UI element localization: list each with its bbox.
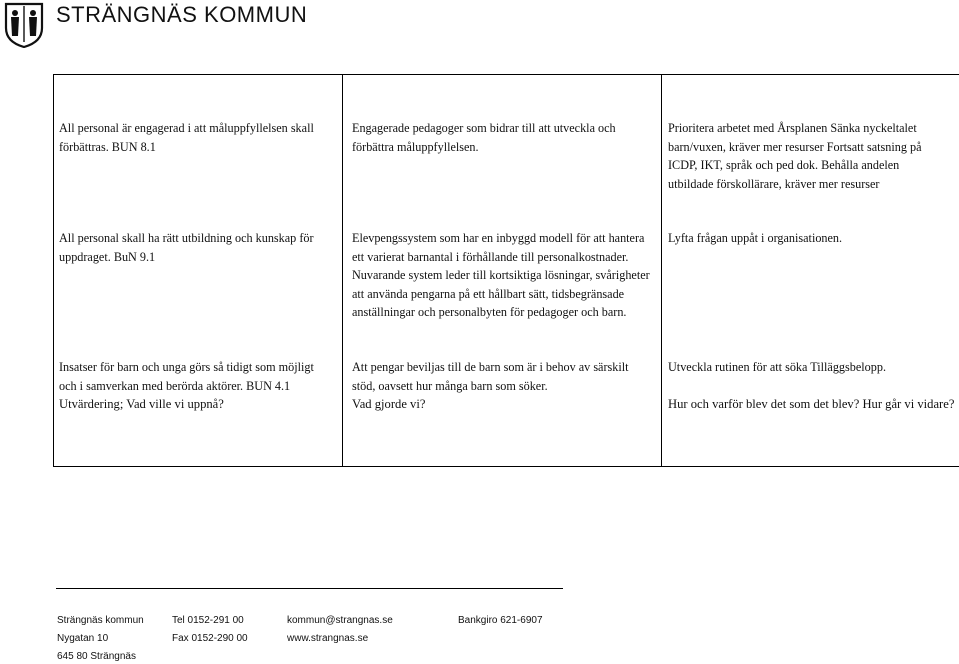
footer-divider [56, 588, 563, 589]
goal-cell: All personal skall ha rätt utbildning och kunskap för uppdraget. BuN 9.1 [59, 231, 314, 264]
footer-website: www.strangnas.se [287, 633, 369, 644]
goal-cell: All personal är engagerad i att måluppfyllelsen skall förbättras. BUN 8.1 [59, 121, 314, 154]
footer-phone: Tel 0152-291 00 [172, 615, 244, 626]
column-divider [661, 74, 662, 467]
municipal-coat-of-arms-icon [4, 2, 44, 48]
action-cell: Hur och varför blev det som det blev? Hur går vi vidare? [668, 397, 955, 411]
column-divider [342, 74, 343, 467]
footer-postal-address: 645 80 Strängnäs [57, 651, 136, 662]
action-cell: Prioritera arbetet med Årsplanen Sänka nyckeltalet barn/vuxen, kräver mer resurser Fortsatt satsning på ICDP, IKT, språk och ped dok. Behålla andelen utbildade förskollärare, kräver mer resurser [668, 121, 922, 191]
measure-cell: Att pengar beviljas till de barn som är i behov av särskilt stöd, oavsett hur många barn som söker. [352, 360, 629, 393]
goal-cell: Utvärdering; Vad ville vi uppnå? [59, 397, 224, 411]
goal-cell: Insatser för barn och unga görs så tidigt som möjligt och i samverkan med berörda aktörer. BUN 4.1 [59, 360, 314, 393]
measure-cell: Engagerade pedagoger som bidrar till att utveckla och förbättra måluppfyllelsen. [352, 121, 616, 154]
brand-name: STRÄNGNÄS KOMMUN [56, 2, 308, 27]
action-cell: Utveckla rutinen för att söka Tilläggsbelopp. [668, 360, 886, 374]
footer-bankgiro: Bankgiro 621-6907 [458, 615, 543, 626]
footer-org-name: Strängnäs kommun [57, 615, 144, 626]
measure-cell: Vad gjorde vi? [352, 397, 426, 411]
footer-street: Nygatan 10 [57, 633, 109, 644]
measure-cell: Elevpengssystem som har en inbyggd modell för att hantera ett varierat barnantal i förhållande till personalkostnader. Nuvarande system leder till kortsiktiga lösningar, svårigheter att använda pengarna på ett hållbart sätt, tidsbegränsade anställningar och personalbyten för pedagoger och barn. [352, 231, 650, 319]
action-cell: Lyfta frågan uppåt i organisationen. [668, 231, 843, 245]
footer-fax: Fax 0152-290 00 [172, 633, 248, 644]
footer-email: kommun@strangnas.se [287, 615, 393, 626]
